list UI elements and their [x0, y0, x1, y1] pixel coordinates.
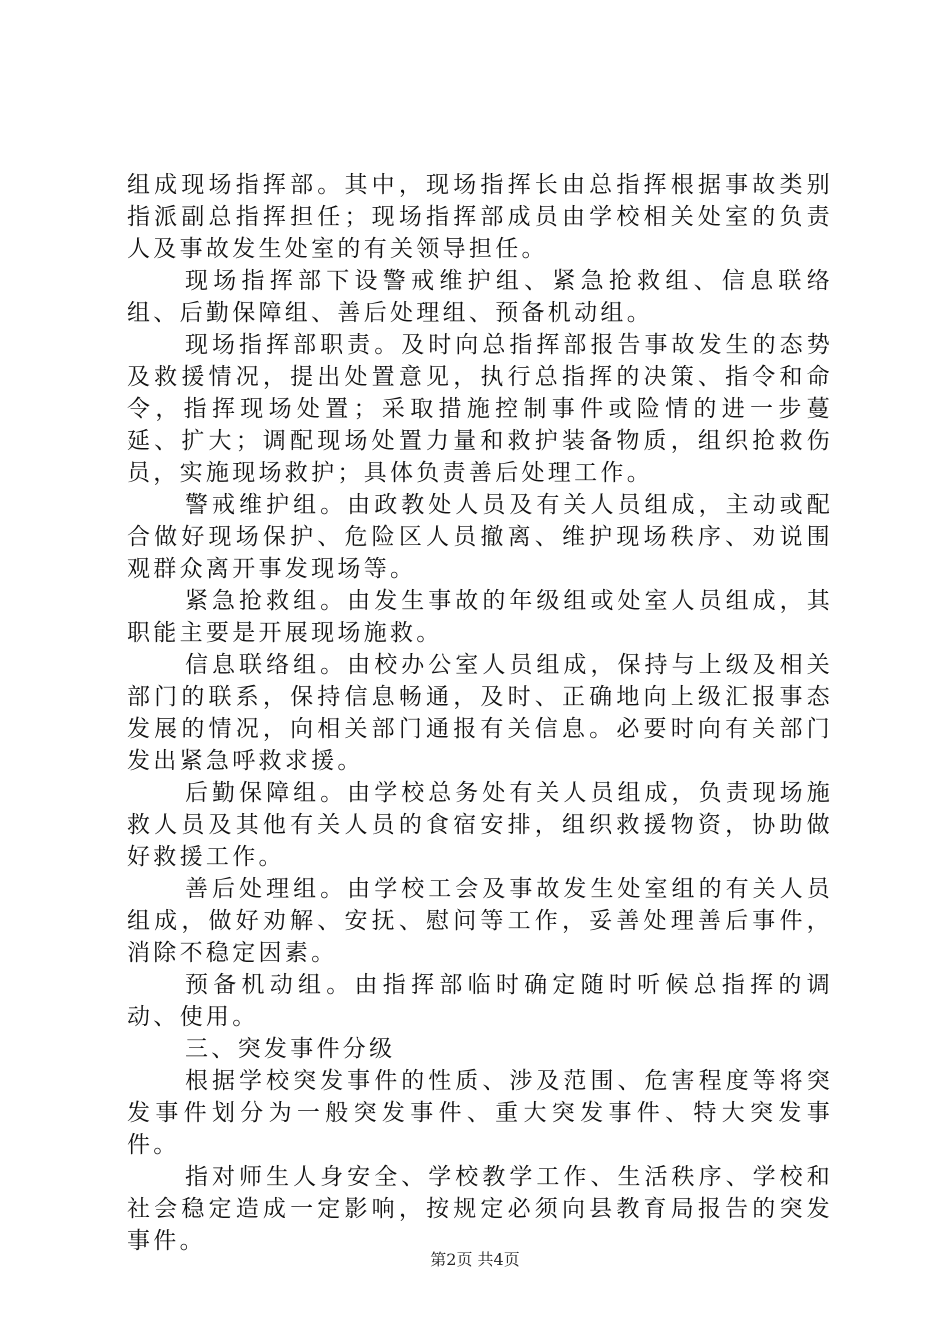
- section-heading: 三、突发事件分级: [185, 1036, 396, 1062]
- paragraph-8: 善后处理组。由学校工会及事故发生处室组的有关人员组成，做好劝解、安抚、慰问等工作，妥善处理善后事件，消除不稳定因素。: [127, 876, 833, 966]
- paragraph-1: 组成现场指挥部。其中，现场指挥长由总指挥根据事故类别指派副总指挥担任；现场指挥部成员由学校相关处室的负责人及事故发生处室的有关领导担任。: [127, 172, 833, 262]
- paragraph-12: 指对师生人身安全、学校教学工作、生活秩序、学校和社会稳定造成一定影响，按规定必须向县教育局报告的突发事件。: [127, 1164, 833, 1254]
- paragraph-5: 紧急抢救组。由发生事故的年级组或处室人员组成，其职能主要是开展现场施救。: [127, 588, 833, 646]
- page-number: 第2页 共4页: [430, 1250, 520, 1269]
- paragraph-6: 信息联络组。由校办公室人员组成，保持与上级及相关部门的联系，保持信息畅通，及时、正确地向上级汇报事态发展的情况，向相关部门通报有关信息。必要时向有关部门发出紧急呼救求援。: [127, 652, 833, 774]
- paragraph-2: 现场指挥部下设警戒维护组、紧急抢救组、信息联络组、后勤保障组、善后处理组、预备机动组。: [127, 268, 833, 326]
- document-body: [127, 169, 833, 1257]
- paragraph-4: 警戒维护组。由政教处人员及有关人员组成，主动或配合做好现场保护、危险区人员撤离、维护现场秩序、劝说围观群众离开事发现场等。: [127, 492, 833, 582]
- paragraph-3: 现场指挥部职责。及时向总指挥部报告事故发生的态势及救援情况，提出处置意见，执行总指挥的决策、指令和命令，指挥现场处置；采取措施控制事件或险情的进一步蔓延、扩大；调配现场处置力量和救护装备物质，组织抢救伤员，实施现场救护；具体负责善后处理工作。: [127, 332, 833, 486]
- paragraph-7: 后勤保障组。由学校总务处有关人员组成，负责现场施救人员及其他有关人员的食宿安排，组织救援物资，协助做好救援工作。: [127, 780, 833, 870]
- paragraph-11: 根据学校突发事件的性质、涉及范围、危害程度等将突发事件划分为一般突发事件、重大突发事件、特大突发事件。: [127, 1068, 833, 1158]
- paragraph-9: 预备机动组。由指挥部临时确定随时听候总指挥的调动、使用。: [127, 972, 833, 1030]
